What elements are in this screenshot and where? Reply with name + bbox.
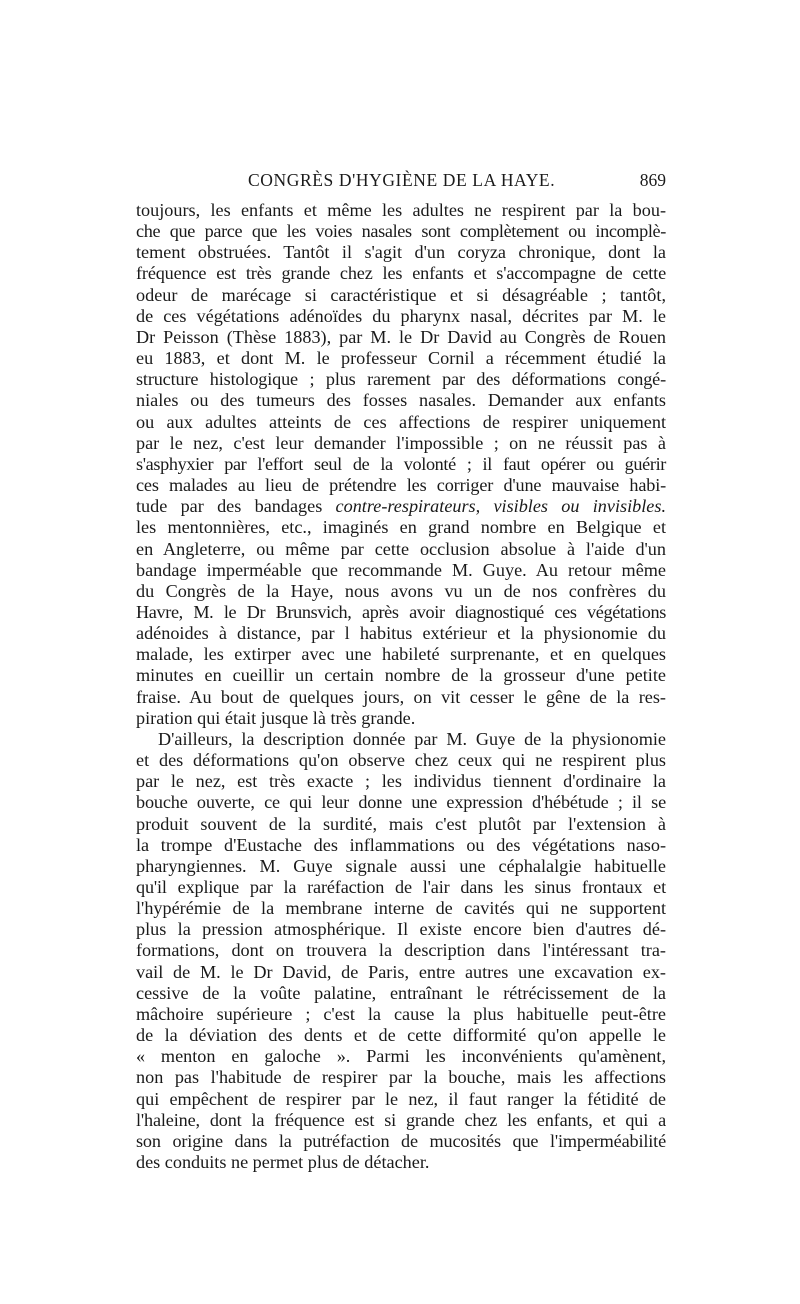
text-line: plus la pression atmosphérique. Il existe encore bien d'autres dé-	[136, 919, 666, 940]
text-line: qu'il explique par la raréfaction de l'air dans les sinus frontaux et	[136, 877, 666, 897]
text-line: en Angleterre, ou même par cette occlusion absolue à l'aide d'un	[136, 538, 666, 559]
italic-phrase: contre-respirateurs, visibles ou invisibles.	[335, 496, 666, 517]
text-line: et des déformations qu'on observe chez ceux qui ne respirent plus	[136, 750, 666, 771]
text-line: produit souvent de la surdité, mais c'est plutôt par l'extension à	[136, 813, 666, 834]
text-line: bandage imperméable que recommande M. Guye. Au retour même	[136, 559, 666, 580]
text-line: de ces végétations adénoïdes du pharynx nasal, décrites par M. le	[136, 305, 666, 326]
text-line-with-italic	[136, 496, 666, 517]
running-head	[136, 170, 666, 194]
text-line: mâchoire supérieure ; c'est la cause la plus habituelle peut-être	[136, 1003, 666, 1024]
text-line: structure histologique ; plus rarement par des déformations congé-	[136, 369, 666, 390]
text-line: adénoides à distance, par l habitus extérieur et la physionomie du	[136, 623, 666, 644]
page-number: 869	[639, 170, 666, 190]
text-line: l'hypérémie de la membrane interne de cavités qui ne supportent	[136, 898, 666, 919]
text-line: des conduits ne permet plus de détacher.	[136, 1152, 430, 1173]
text-line: qui empêchent de respirer par le nez, il faut ranger la fétidité de	[136, 1088, 666, 1109]
text-line: vail de M. le Dr David, de Paris, entre autres une excavation ex-	[136, 961, 666, 982]
text-line: malade, les extirper avec une habileté surprenante, et en quelques	[136, 644, 666, 665]
text-line: bouche ouverte, ce qui leur donne une expression d'hébétude ; il se	[136, 792, 666, 813]
text-line: eu 1883, et dont M. le professeur Cornil a récemment étudié la	[136, 348, 666, 369]
body-text	[136, 200, 666, 1173]
text-line: la trompe d'Eustache des inflammations ou des végétations naso-	[136, 834, 666, 855]
text-line: D'ailleurs, la description donnée par M. Guye de la physionomie	[158, 728, 666, 749]
running-title: CONGRÈS D'HYGIÈNE DE LA HAYE.	[248, 170, 556, 190]
text-line: piration qui était jusque là très grande.	[136, 707, 416, 728]
text-line: minutes en cueillir un certain nombre de la grosseur d'une petite	[136, 665, 666, 686]
text-line: che que parce que les voies nasales sont complètement ou incomplè-	[136, 221, 666, 242]
text-line: tement obstruées. Tantôt il s'agit d'un coryza chronique, dont la	[136, 242, 666, 263]
text-line: fréquence est très grande chez les enfants et s'accompagne de cette	[136, 263, 666, 284]
text-line: ces malades au lieu de prétendre les corriger d'une mauvaise habi-	[136, 475, 666, 496]
text-line: du Congrès de la Haye, nous avons vu un de nos confrères du	[136, 580, 666, 601]
text-line: cessive de la voûte palatine, entraînant le rétrécissement de la	[136, 982, 666, 1003]
text-line: s'asphyxier par l'effort seul de la volonté ; il faut opérer ou guérir	[136, 453, 666, 474]
text-line: non pas l'habitude de respirer par la bouche, mais les affections	[136, 1067, 666, 1088]
text-line: niales ou des tumeurs des fosses nasales. Demander aux enfants	[136, 390, 666, 411]
text-line: de la déviation des dents et de cette difformité qu'on appelle le	[136, 1025, 666, 1046]
text-line: par le nez, c'est leur demander l'impossible ; on ne réussit pas à	[136, 432, 666, 453]
text-line: formations, dont on trouvera la description dans l'intéressant tra-	[136, 940, 666, 961]
text-line: par le nez, est très exacte ; les individus tiennent d'ordinaire la	[136, 771, 666, 792]
text-line: l'haleine, dont la fréquence est si grande chez les enfants, et qui a	[136, 1109, 666, 1130]
text-line: odeur de marécage si caractéristique et si désagréable ; tantôt,	[136, 284, 666, 305]
text-line: « menton en galoche ». Parmi les inconvénients qu'amènent,	[136, 1046, 666, 1067]
text-line: fraise. Au bout de quelques jours, on vit cesser le gêne de la res-	[136, 686, 666, 707]
text-line: Dr Peisson (Thèse 1883), par M. le Dr David au Congrès de Rouen	[136, 326, 666, 347]
text-line: Havre, M. le Dr Brunsvich, après avoir diagnostiqué ces végétations	[136, 601, 666, 622]
line-prefix: tude par des bandages	[136, 496, 336, 517]
text-line: toujours, les enfants et même les adultes ne respirent par la bou-	[136, 200, 666, 220]
text-line: les mentonnières, etc., imaginés en grand nombre en Belgique et	[136, 517, 666, 538]
text-line: ou aux adultes atteints de ces affections de respirer uniquement	[136, 411, 666, 432]
text-line: pharyngiennes. M. Guye signale aussi une céphalalgie habituelle	[136, 855, 666, 876]
text-line: son origine dans la putréfaction de mucosités que l'imperméabilité	[136, 1130, 666, 1151]
